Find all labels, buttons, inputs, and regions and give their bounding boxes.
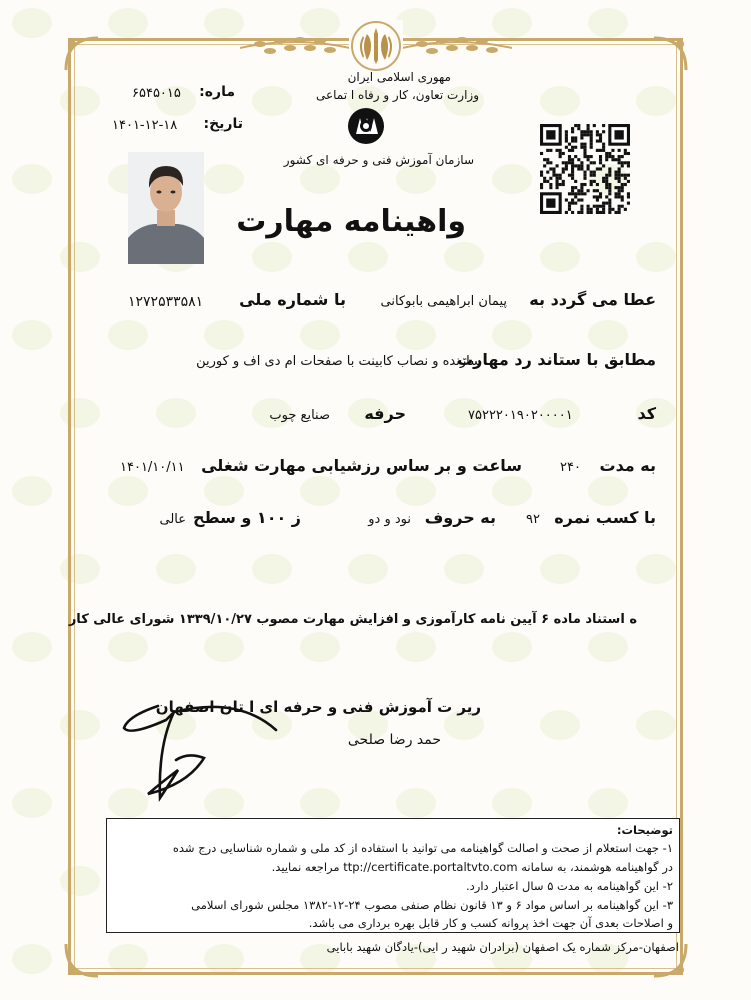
watermark-mark: [12, 944, 52, 974]
watermark-mark: [12, 8, 52, 38]
note-line: ۱- جهت استعلام از صحت و اصالت گواهینامه می توانید با استفاده از کد ملی و شماره شناسایی درج شده: [172, 841, 673, 855]
duration-label: به مدت: [599, 456, 656, 475]
corner-ornament-icon: [62, 940, 102, 980]
code-value: ۷۵۲۲۲۰۱۹۰۲۰۰۰۰۱: [468, 408, 573, 423]
watermark-mark: [204, 8, 244, 38]
trade-value: صنایع چوب: [269, 408, 330, 423]
score-value: ۹۲: [526, 512, 540, 527]
exam-date-value: ۱۴۰۱/۱۰/۱۱: [120, 460, 185, 475]
standard-label: مطابق با ستاند رد مهارت: [457, 350, 656, 369]
laurel-right-icon: [402, 34, 512, 60]
watermark-mark: [108, 8, 148, 38]
level-value: عالی: [159, 512, 186, 527]
corner-ornament-icon: [650, 34, 690, 74]
issuing-center-address: اصفهان-مرکز شماره یک اصفهان (برادران شهید ر ایی)-یادگان شهید بابایی: [326, 940, 679, 954]
number-label: ماره:: [199, 84, 235, 100]
standard-value: سازنده و نصاب کابینت با صفحات ام دی اف و کورین: [196, 354, 481, 369]
holder-name: پیمان ابراهیمی بابوکانی: [380, 294, 507, 309]
notes-box: [106, 818, 680, 933]
signatory-name: حمد رضا صلحی: [347, 732, 441, 748]
republic-name: مهوری اسلامی ایران: [347, 70, 451, 84]
score-label: با کسب نمره: [554, 508, 656, 527]
note-line: ۲- این گواهینامه به مدت ۵ سال اعتبار دارد.: [466, 879, 673, 893]
tvto-logo-icon: [346, 106, 386, 146]
watermark-mark: [12, 632, 52, 662]
duration-value: ۲۴۰: [560, 460, 581, 475]
letters-value: نود و دو: [368, 512, 411, 527]
hours-label: ساعت و بر ساس رزشیابی مهارت شغلی: [201, 456, 522, 475]
note-line: و اصلاحات بعدی آن جهت اخذ پروانه کسب و کار قابل بهره برداری می باشد.: [308, 916, 673, 930]
date-label: تاریخ:: [203, 116, 243, 132]
qr-code[interactable]: [540, 124, 630, 214]
iran-emblem-icon: [349, 20, 403, 72]
watermark-mark: [12, 164, 52, 194]
note-line: ۳- این گواهینامه بر اساس مواد ۶ و ۱۳ قانون نظام صنفی مصوب ۲۴-۱۲-۱۳۸۲ مجلس شورای اسلامی: [191, 898, 673, 912]
watermark-mark: [12, 320, 52, 350]
legal-basis: ه استناد ماده ۶ آیین نامه کارآموزی و افزایش مهارت مصوب ۱۳۳۹/۱۰/۲۷ شورای عالی کار: [68, 612, 637, 627]
laurel-left-icon: [240, 34, 350, 60]
date-value: ۱۴۰۱-۱۲-۱۸: [112, 118, 178, 133]
number-value: ۶۵۴۵۰۱۵: [132, 86, 181, 101]
letters-label: به حروف: [424, 508, 496, 527]
watermark-mark: [588, 8, 628, 38]
code-label: کد: [637, 404, 656, 423]
note-line: در گواهینامه هوشمند، به سامانه ttp://certificate.portaltvto.com مراجعه نمایید.: [271, 860, 673, 874]
watermark-mark: [12, 788, 52, 818]
corner-ornament-icon: [62, 34, 102, 74]
national-id-label: با شماره ملی: [239, 290, 346, 309]
certificate-title: واهینامه مهارت: [236, 204, 466, 239]
watermark-mark: [12, 476, 52, 506]
awarded-label: عطا می گردد به: [529, 290, 656, 309]
level-label: ز ۱۰۰ و سطح: [192, 508, 301, 527]
handwritten-signature: [118, 686, 288, 816]
holder-photo: [128, 152, 204, 264]
signatory-title: ریر ت آموزش فنی و حرفه ای ا تان اصفهان: [155, 698, 481, 716]
ministry-name: وزارت تعاون، کار و رفاه ا تماعی: [315, 88, 479, 102]
notes-heading: توضیحات:: [616, 823, 673, 837]
national-id-value: ۱۲۷۲۵۳۳۵۸۱: [128, 294, 204, 310]
organization-name: سازمان آموزش فنی و حرفه ای کشور: [283, 153, 474, 167]
trade-label: حرفه: [364, 404, 406, 423]
